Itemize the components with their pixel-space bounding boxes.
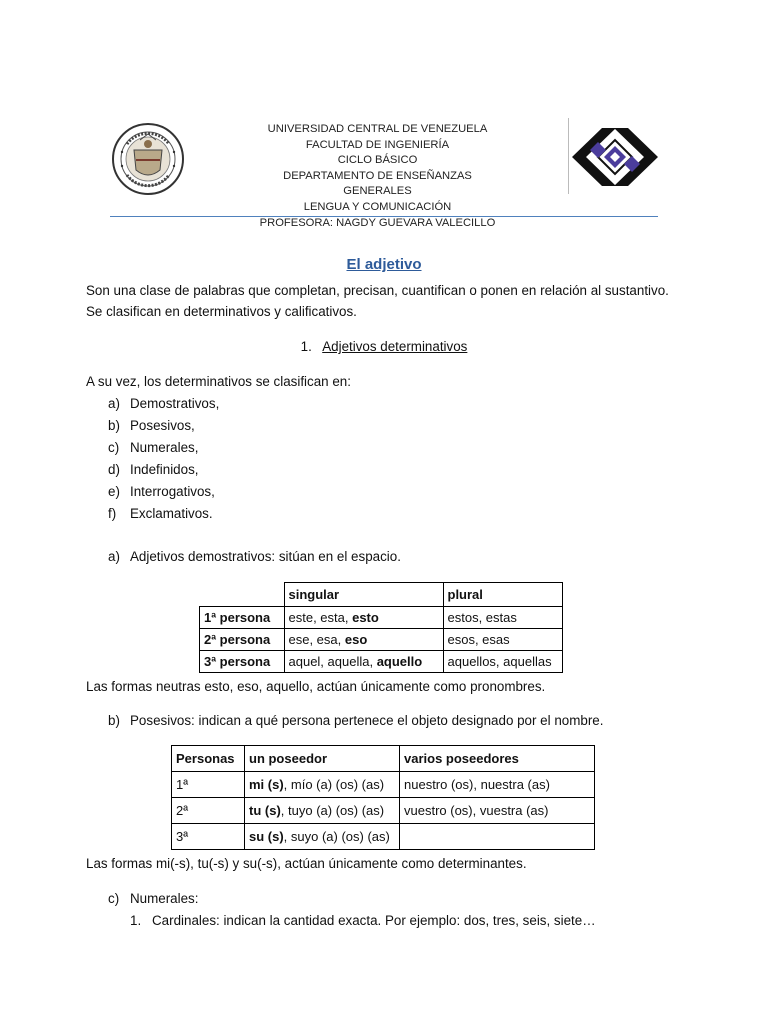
table-row bbox=[200, 607, 563, 629]
subsection-heading bbox=[108, 712, 603, 730]
table-cell: aquel, aquella, aquello bbox=[284, 651, 443, 673]
table-cell: tu (s), tuyo (a) (os) (as) bbox=[245, 798, 400, 824]
table-row bbox=[200, 629, 563, 651]
list-item bbox=[108, 417, 195, 435]
list-text: Cardinales: indican la cantidad exacta. Por ejemplo: dos, tres, seis, siete… bbox=[152, 913, 596, 928]
list-marker: b) bbox=[108, 713, 120, 728]
header-line: LENGUA Y COMUNICACIÓN bbox=[303, 200, 452, 213]
intro-paragraph: Se clasifican en determinativos y calificativos. bbox=[86, 304, 357, 319]
subsection-text: Numerales: bbox=[130, 891, 199, 906]
list-marker: a) bbox=[108, 549, 120, 564]
list-text: Posesivos, bbox=[130, 418, 195, 433]
row-label: 3ª persona bbox=[200, 651, 285, 673]
list-item bbox=[108, 461, 199, 479]
table-cell: su (s), suyo (a) (os) (as) bbox=[245, 824, 400, 850]
list-text: Demostrativos, bbox=[130, 396, 220, 411]
row-label: 2ª persona bbox=[200, 629, 285, 651]
header-line: FACULTAD DE INGENIERÍA bbox=[305, 138, 450, 151]
list-marker: c) bbox=[108, 891, 120, 906]
table-corner bbox=[200, 583, 285, 607]
header-line: DEPARTAMENTO DE ENSEÑANZAS GENERALES bbox=[283, 169, 472, 198]
table-cell: vuestro (os), vuestra (as) bbox=[400, 798, 595, 824]
list-marker: d) bbox=[108, 462, 120, 477]
subsection-heading bbox=[108, 890, 198, 908]
table-cell: esos, esas bbox=[443, 629, 562, 651]
list-item bbox=[108, 395, 219, 413]
list-text: Indefinidos, bbox=[130, 462, 199, 477]
list-text: Interrogativos, bbox=[130, 484, 215, 499]
intro-paragraph: Son una clase de palabras que completan, precisan, cuantifican o ponen en relación al sustantivo. bbox=[86, 283, 669, 298]
table-row bbox=[172, 772, 595, 798]
possessives-table bbox=[171, 745, 595, 850]
header-line: UNIVERSIDAD CENTRAL DE VENEZUELA bbox=[267, 123, 488, 135]
document-title: El adjetivo bbox=[346, 256, 422, 273]
subsection-text: Posesivos: indican a qué persona pertenece el objeto designado por el nombre. bbox=[130, 713, 604, 728]
table-header-cell: un poseedor bbox=[245, 746, 400, 772]
table-header-cell: plural bbox=[443, 583, 562, 607]
table-cell: 1ª bbox=[172, 772, 245, 798]
table-row bbox=[172, 798, 595, 824]
logo-divider bbox=[568, 118, 569, 194]
table-cell: nuestro (os), nuestra (as) bbox=[400, 772, 595, 798]
list-marker: 1. bbox=[130, 913, 142, 928]
table-cell: 2ª bbox=[172, 798, 245, 824]
demonstratives-table bbox=[199, 582, 563, 673]
row-label: 1ª persona bbox=[200, 607, 285, 629]
faculty-logo bbox=[570, 120, 660, 194]
list-text: Exclamativos. bbox=[130, 506, 213, 521]
note-paragraph: Las formas mi(-s), tu(-s) y su(-s), actúan únicamente como determinantes. bbox=[86, 856, 527, 871]
table-row bbox=[200, 651, 563, 673]
list-marker: f) bbox=[108, 506, 117, 521]
table-header-row bbox=[172, 746, 595, 772]
table-row bbox=[172, 824, 595, 850]
section-heading bbox=[0, 339, 768, 354]
list-marker: c) bbox=[108, 440, 120, 455]
table-cell bbox=[400, 824, 595, 850]
list-intro: A su vez, los determinativos se clasifican en: bbox=[86, 374, 351, 389]
table-cell: este, esta, esto bbox=[284, 607, 443, 629]
section-number: 1. bbox=[300, 339, 312, 354]
table-cell: ese, esa, eso bbox=[284, 629, 443, 651]
note-paragraph: Las formas neutras esto, eso, aquello, actúan únicamente como pronombres. bbox=[86, 679, 546, 694]
header-divider bbox=[110, 216, 658, 217]
header-line: PROFESORA: NAGDY GUEVARA VALECILLO bbox=[259, 216, 496, 229]
table-cell: mi (s), mío (a) (os) (as) bbox=[245, 772, 400, 798]
table-header-cell: varios poseedores bbox=[400, 746, 595, 772]
table-cell: estos, estas bbox=[443, 607, 562, 629]
subsection-heading bbox=[108, 548, 401, 566]
table-cell: 3ª bbox=[172, 824, 245, 850]
list-item bbox=[108, 505, 213, 523]
table-header-row bbox=[200, 583, 563, 607]
list-item bbox=[108, 439, 198, 457]
list-item bbox=[108, 483, 215, 501]
list-marker: a) bbox=[108, 396, 120, 411]
list-item bbox=[130, 912, 596, 930]
table-header-cell: Personas bbox=[172, 746, 245, 772]
header-line: CICLO BÁSICO bbox=[337, 154, 418, 167]
table-header-cell: singular bbox=[284, 583, 443, 607]
table-cell: aquellos, aquellas bbox=[443, 651, 562, 673]
list-text: Numerales, bbox=[130, 440, 199, 455]
list-marker: b) bbox=[108, 418, 120, 433]
list-marker: e) bbox=[108, 484, 120, 499]
section-title: Adjetivos determinativos bbox=[322, 339, 468, 354]
university-seal bbox=[110, 122, 186, 196]
subsection-text: Adjetivos demostrativos: sitúan en el espacio. bbox=[130, 549, 401, 564]
header-block bbox=[250, 122, 505, 231]
